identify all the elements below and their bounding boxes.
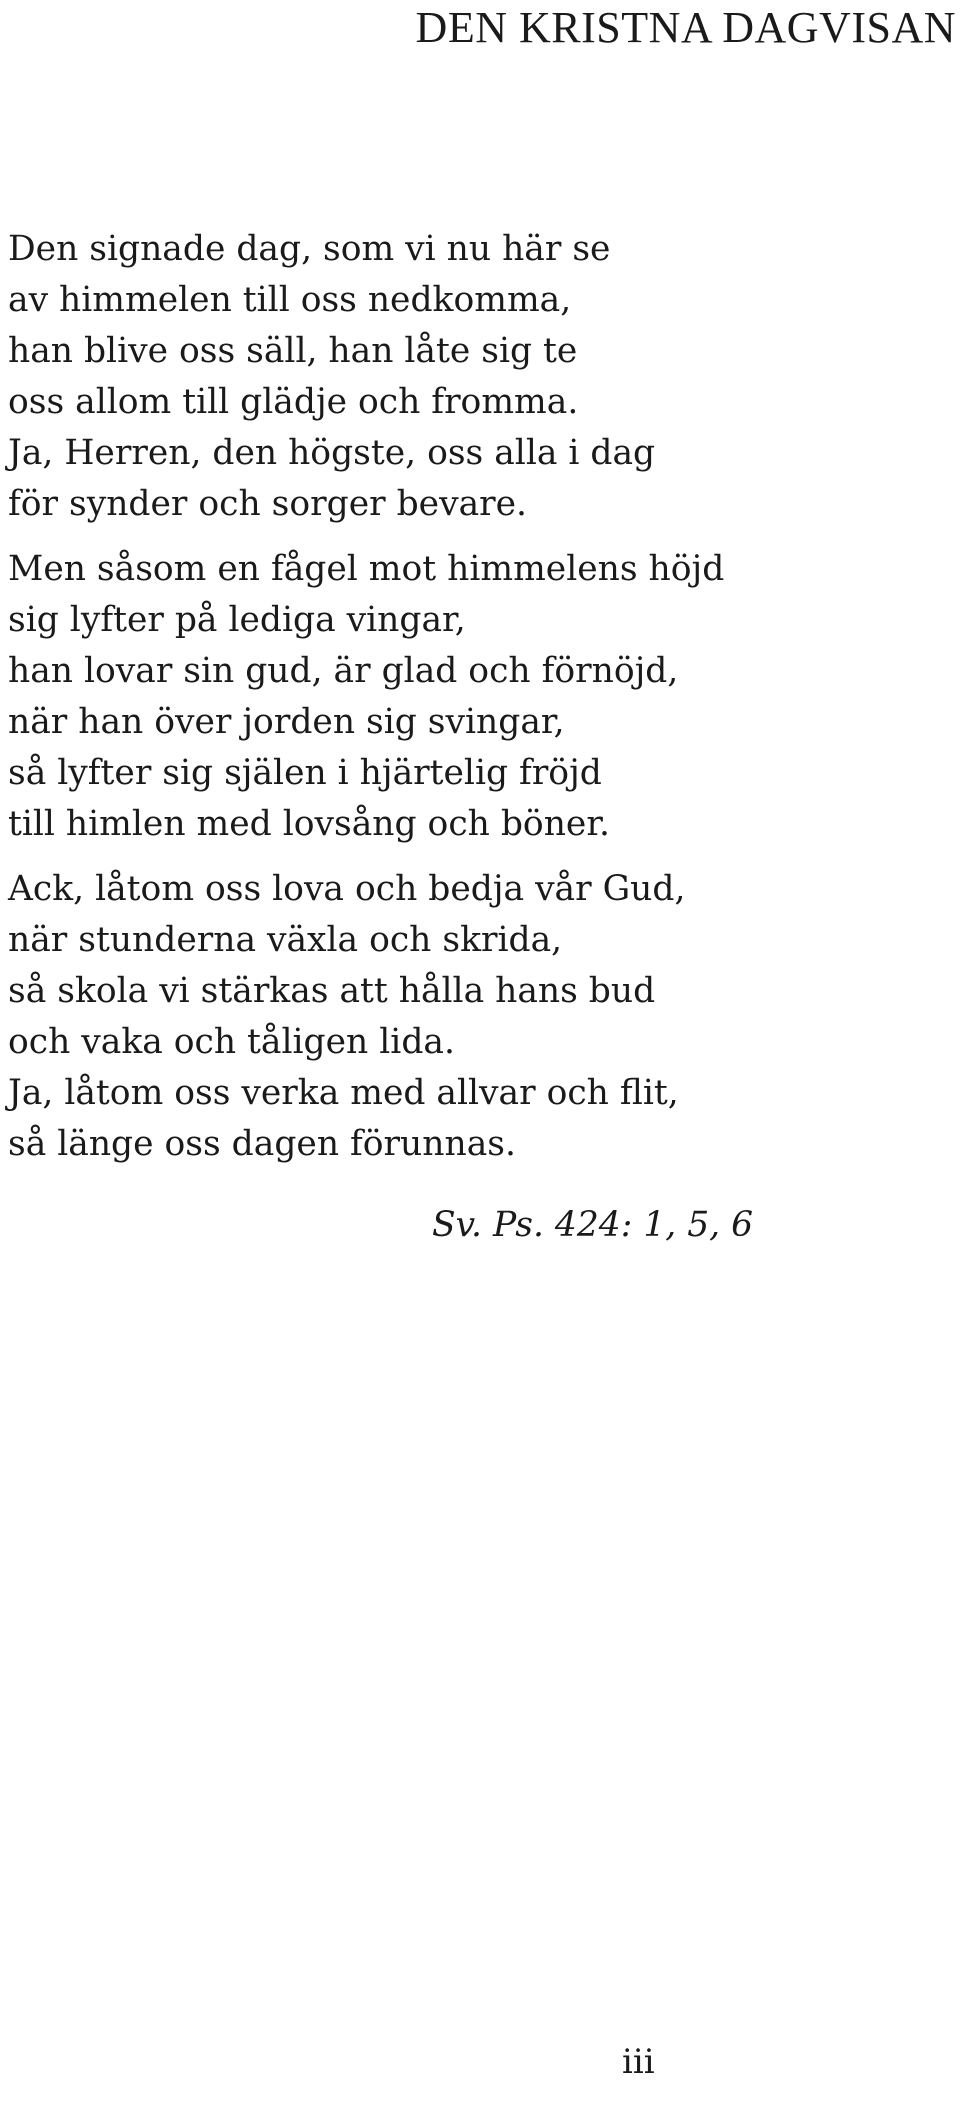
poem-line: när han över jorden sig svingar, [8, 702, 565, 742]
poem-line: Ja, låtom oss verka med allvar och flit, [8, 1073, 679, 1113]
stanza-1 [8, 224, 948, 530]
poem-line: av himmelen till oss nedkomma, [8, 280, 572, 320]
poem-line: Den signade dag, som vi nu här se [8, 229, 611, 269]
hymn-source-reference: Sv. Ps. 424: 1, 5, 6 [432, 1205, 754, 1245]
poem [8, 224, 948, 1184]
stanza-3 [8, 864, 948, 1170]
page-title: DEN KRISTNA DAGVISAN [415, 3, 956, 52]
page-number: iii [622, 2042, 655, 2082]
poem-line: sig lyfter på lediga vingar, [8, 600, 466, 640]
poem-line: så länge oss dagen förunnas. [8, 1124, 516, 1164]
stanza-2 [8, 544, 948, 850]
poem-line: för synder och sorger bevare. [8, 484, 528, 524]
poem-line: och vaka och tåligen lida. [8, 1022, 455, 1062]
poem-line: till himlen med lovsång och böner. [8, 804, 610, 844]
poem-line: Ja, Herren, den högste, oss alla i dag [8, 433, 656, 473]
poem-line: Ack, låtom oss lova och bedja vår Gud, [8, 869, 686, 909]
poem-line: han lovar sin gud, är glad och förnöjd, [8, 651, 679, 691]
poem-line: så skola vi stärkas att hålla hans bud [8, 971, 656, 1011]
poem-line: när stunderna växla och skrida, [8, 920, 563, 960]
poem-line: oss allom till glädje och fromma. [8, 382, 579, 422]
poem-line: han blive oss säll, han låte sig te [8, 331, 578, 371]
poem-line: så lyfter sig själen i hjärtelig fröjd [8, 753, 602, 793]
poem-line: Men såsom en fågel mot himmelens höjd [8, 549, 725, 589]
